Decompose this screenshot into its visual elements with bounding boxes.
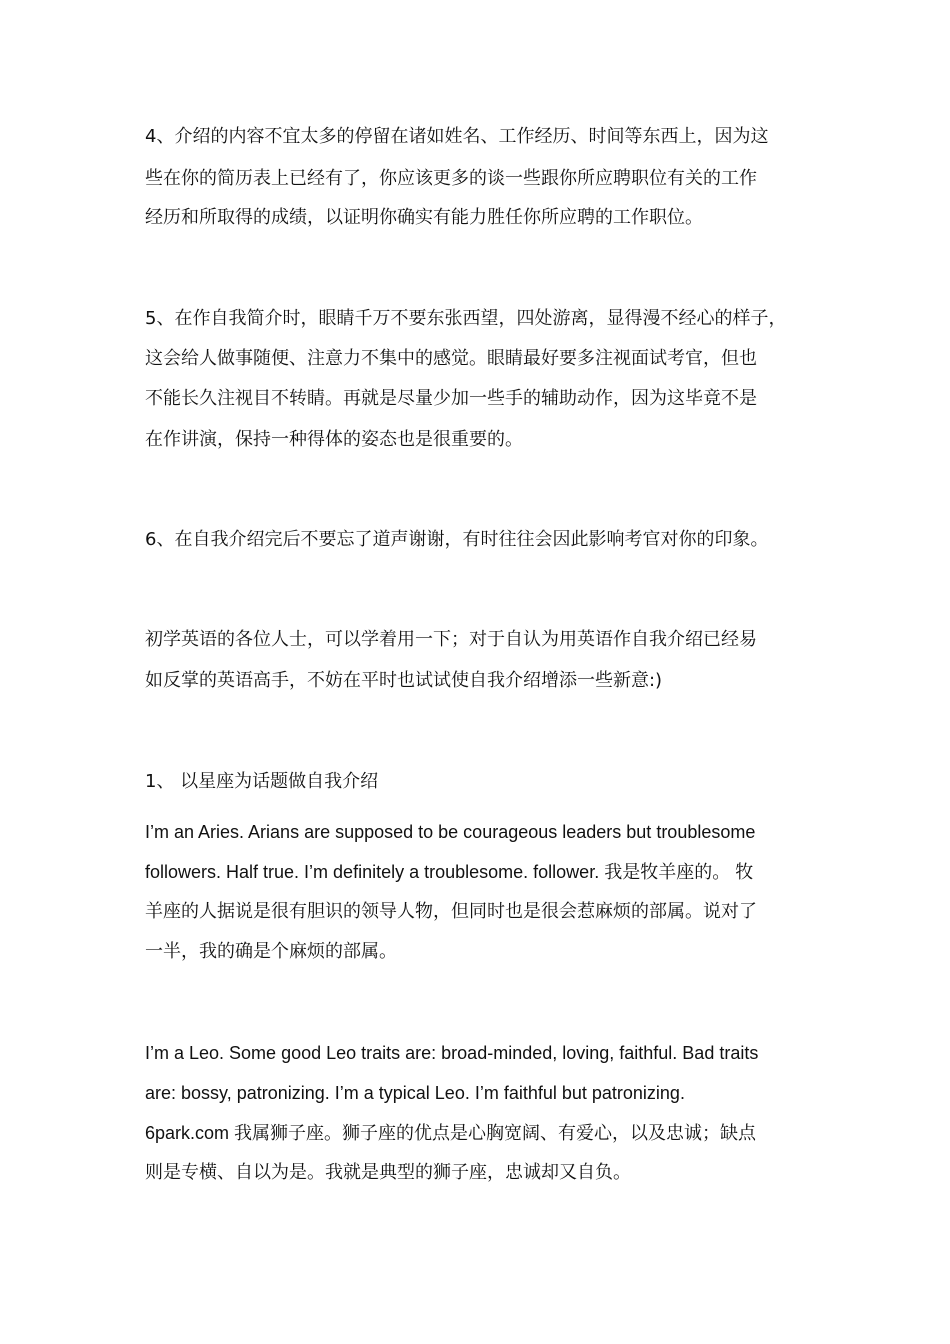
paragraph-4-line-2: 些在你的简历表上已经有了，你应该更多的谈一些跟你所应聘职位有关的工作 [145, 168, 757, 189]
aries-line-3: 羊座的人据说是很有胆识的领导人物，但同时也是很会惹麻烦的部属。说对了 [145, 901, 757, 922]
leo-line-4: 则是专横、自以为是。我就是典型的狮子座，忠诚却又自负。 [145, 1162, 631, 1183]
aries-line-2: followers. Half true. I’m definitely a troublesome. follower. 我是牧羊座的。 牧 [145, 862, 754, 882]
section-1-heading: 1、 以星座为话题做自我介绍 [145, 771, 379, 792]
paragraph-4-line-1: 4、介绍的内容不宜太多的停留在诸如姓名、工作经历、时间等东西上，因为这 [145, 126, 769, 147]
paragraph-5-line-2: 这会给人做事随便、注意力不集中的感觉。眼睛最好要多注视面试考官，但也 [145, 348, 757, 369]
paragraph-4-line-3: 经历和所取得的成绩，以证明你确实有能力胜任你所应聘的工作职位。 [145, 207, 703, 228]
leo-line-1: I’m a Leo. Some good Leo traits are: broad-minded, loving, faithful. Bad traits [145, 1043, 759, 1063]
paragraph-6-line-1: 6、在自我介绍完后不要忘了道声谢谢，有时往往会因此影响考官对你的印象。 [145, 529, 769, 550]
aries-line-4: 一半，我的确是个麻烦的部属。 [145, 941, 397, 962]
leo-line-2: are: bossy, patronizing. I’m a typical Leo. I’m faithful but patronizing. [145, 1083, 685, 1103]
paragraph-5-line-1: 5、在作自我简介时，眼睛千万不要东张西望，四处游离，显得漫不经心的样子， [145, 308, 787, 329]
intro-line-1: 初学英语的各位人士，可以学着用一下；对于自认为用英语作自我介绍已经易 [145, 629, 757, 650]
paragraph-5-line-4: 在作讲演，保持一种得体的姿态也是很重要的。 [145, 429, 523, 450]
intro-line-2: 如反掌的英语高手，不妨在平时也试试使自我介绍增添一些新意:) [145, 670, 663, 691]
aries-line-1: I’m an Aries. Arians are supposed to be courageous leaders but troublesome [145, 822, 756, 842]
leo-line-3: 6park.com 我属狮子座。狮子座的优点是心胸宽阔、有爱心，以及忠诚；缺点 [145, 1123, 757, 1143]
paragraph-5-line-3: 不能长久注视目不转睛。再就是尽量少加一些手的辅助动作，因为这毕竟不是 [145, 388, 757, 409]
